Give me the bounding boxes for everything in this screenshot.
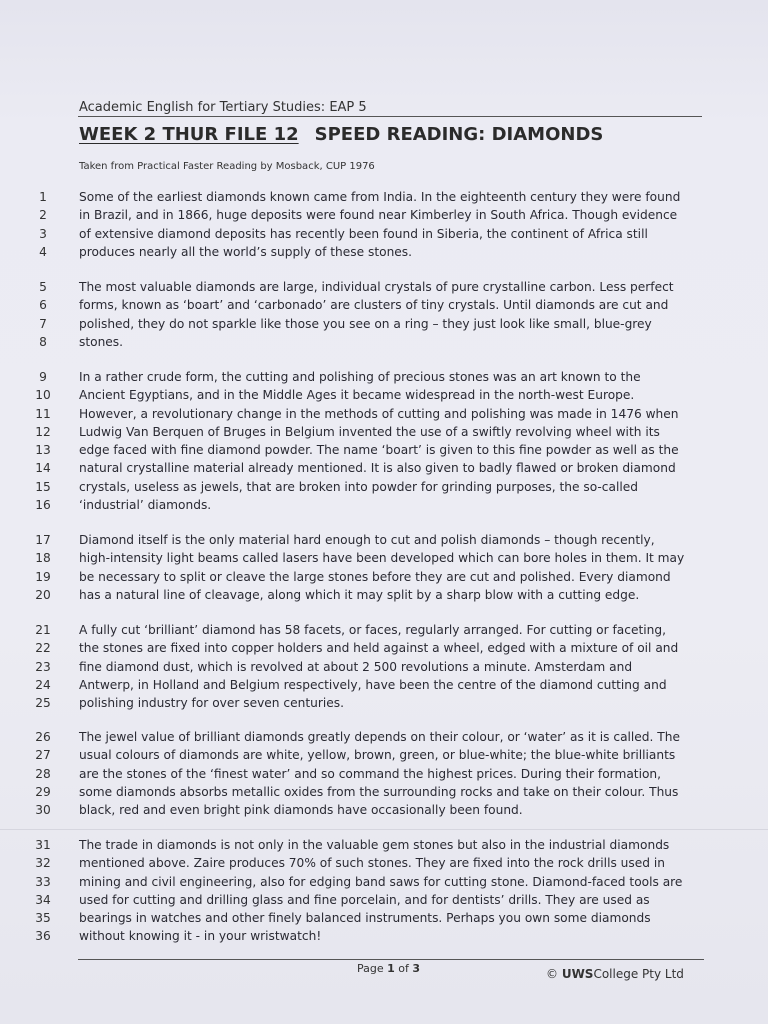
line-text: mentioned above. Zaire produces 70% of such stones. They are fixed into the rock drills used in — [79, 856, 665, 871]
text-line — [0, 549, 768, 567]
line-number: 13 — [35, 443, 51, 458]
line-text: bearings in watches and other finely balanced instruments. Perhaps you own some diamonds — [79, 911, 651, 926]
paragraph — [0, 278, 768, 351]
text-line — [0, 531, 768, 549]
text-line — [0, 459, 768, 477]
line-text: some diamonds absorbs metallic oxides from the surrounding rocks and take on their colour. Thus — [79, 784, 679, 799]
line-number: 27 — [35, 748, 51, 763]
text-line — [0, 621, 768, 639]
text-line — [0, 676, 768, 694]
line-text: high-intensity light beams called lasers have been developed which can bore holes in them. It may — [79, 551, 685, 566]
line-text: Some of the earliest diamonds known came from India. In the eighteenth century they were found — [79, 190, 681, 204]
line-number: 14 — [35, 461, 51, 476]
text-line — [0, 891, 768, 909]
text-line — [0, 836, 768, 854]
text-line — [0, 423, 768, 441]
line-text: used for cutting and drilling glass and fine porcelain, and for dentists’ drills. They are used as — [79, 892, 650, 907]
line-text: Antwerp, in Holland and Belgium respectively, have been the centre of the diamond cutting and — [79, 677, 667, 692]
paragraph — [0, 621, 768, 712]
text-line — [0, 746, 768, 764]
text-line — [0, 296, 768, 314]
line-text: The trade in diamonds is not only in the valuable gem stones but also in the industrial diamonds — [79, 838, 670, 852]
text-line — [0, 658, 768, 676]
scan-artifact-line — [0, 829, 768, 830]
text-line — [0, 315, 768, 333]
line-number: 15 — [35, 479, 51, 494]
line-text: forms, known as ‘boart’ and ‘carbonado’ are clusters of tiny crystals. Until diamonds are cut and — [79, 298, 669, 313]
line-number: 1 — [39, 190, 47, 204]
line-text: A fully cut ‘brilliant’ diamond has 58 facets, or faces, regularly arranged. For cutting or faceting, — [79, 623, 666, 637]
line-text: natural crystalline material already mentioned. It is also given to badly flawed or broken diamond — [79, 461, 676, 476]
line-number: 10 — [35, 388, 51, 403]
line-number: 7 — [39, 316, 47, 331]
line-text: the stones are fixed into copper holders and held against a wheel, edged with a mixture of oil and — [79, 641, 679, 656]
line-number: 18 — [35, 551, 51, 566]
line-number: 17 — [35, 533, 51, 547]
line-number: 9 — [39, 370, 47, 384]
text-line — [0, 765, 768, 783]
line-number: 24 — [35, 677, 51, 692]
line-text: However, a revolutionary change in the methods of cutting and polishing was made in 1476 when — [79, 406, 679, 421]
line-number: 28 — [35, 766, 51, 781]
line-number: 8 — [39, 334, 47, 349]
line-text: has a natural line of cleavage, along which it may split by a sharp blow with a cutting edge. — [79, 587, 640, 602]
header-rule — [78, 116, 702, 117]
text-line — [0, 873, 768, 891]
line-number: 31 — [35, 838, 51, 852]
text-line — [0, 586, 768, 604]
line-text: Ancient Egyptians, and in the Middle Ages it became widespread in the north-west Europe. — [79, 388, 635, 403]
line-number: 21 — [35, 623, 51, 637]
line-text: usual colours of diamonds are white, yellow, brown, green, or blue-white; the blue-white brilliants — [79, 748, 676, 763]
line-text: produces nearly all the world’s supply of these stones. — [79, 244, 413, 259]
footer-rule — [78, 959, 704, 960]
line-number: 35 — [35, 911, 51, 926]
text-line — [0, 927, 768, 945]
paragraph — [0, 368, 768, 514]
text-line — [0, 333, 768, 351]
line-number: 4 — [39, 244, 47, 259]
line-number: 16 — [35, 498, 51, 513]
page-number: Page 1 of 3 — [357, 962, 421, 975]
text-line — [0, 639, 768, 657]
paragraph — [0, 531, 768, 604]
copyright-notice: © UWSCollege Pty Ltd — [546, 967, 684, 981]
text-line — [0, 478, 768, 496]
line-text: be necessary to split or cleave the large stones before they are cut and polished. Every diamond — [79, 569, 671, 584]
text-line — [0, 694, 768, 712]
text-line — [0, 441, 768, 459]
line-text: The most valuable diamonds are large, individual crystals of pure crystalline carbon. Less perfect — [79, 280, 674, 294]
line-number: 6 — [39, 298, 47, 313]
line-number: 29 — [35, 784, 51, 799]
line-text: polished, they do not sparkle like those you see on a ring – they just look like small, blue-grey — [79, 316, 652, 331]
line-number: 23 — [35, 659, 51, 674]
line-number: 30 — [35, 803, 51, 818]
line-text: In a rather crude form, the cutting and polishing of precious stones was an art known to the — [79, 370, 641, 384]
text-line — [0, 909, 768, 927]
line-number: 32 — [35, 856, 51, 871]
text-line — [0, 225, 768, 243]
line-number: 3 — [39, 226, 47, 241]
line-text: in Brazil, and in 1866, huge deposits were found near Kimberley in South Africa. Though evidence — [79, 208, 678, 223]
text-line — [0, 206, 768, 224]
line-text: ‘industrial’ diamonds. — [79, 498, 212, 513]
line-number: 33 — [35, 874, 51, 889]
text-line — [0, 728, 768, 746]
text-line — [0, 243, 768, 261]
line-number: 12 — [35, 424, 51, 439]
reading-title: SPEED READING: DIAMONDS — [314, 124, 604, 145]
line-text: of extensive diamond deposits has recently been found in Siberia, the continent of Africa still — [79, 226, 648, 241]
line-number: 2 — [39, 208, 47, 223]
line-text: polishing industry for over seven centuries. — [79, 696, 344, 711]
line-number: 34 — [35, 892, 51, 907]
line-text: black, red and even bright pink diamonds have occasionally been found. — [79, 803, 523, 818]
line-text: edge faced with fine diamond powder. The name ‘boart’ is given to this fine powder as well as the — [79, 443, 679, 458]
course-header: Academic English for Tertiary Studies: EAP 5 — [79, 100, 367, 115]
line-text: Diamond itself is the only material hard enough to cut and polish diamonds – though recently, — [79, 533, 655, 547]
text-line — [0, 854, 768, 872]
text-line — [0, 496, 768, 514]
text-line — [0, 368, 768, 386]
line-text: without knowing it - in your wristwatch! — [79, 929, 322, 944]
line-number: 36 — [35, 929, 51, 944]
line-number: 25 — [35, 696, 51, 711]
line-number: 5 — [39, 280, 47, 294]
page-title — [79, 124, 603, 145]
line-text: The jewel value of brilliant diamonds greatly depends on their colour, or ‘water’ as it is called. The — [79, 730, 680, 744]
line-text: Ludwig Van Berquen of Bruges in Belgium invented the use of a swiftly revolving wheel with its — [79, 424, 660, 439]
paragraph — [0, 836, 768, 946]
text-line — [0, 783, 768, 801]
line-number: 20 — [35, 587, 51, 602]
text-line — [0, 568, 768, 586]
week-file-title: WEEK 2 THUR FILE 12 — [79, 124, 299, 145]
line-text: mining and civil engineering, also for edging band saws for cutting stone. Diamond-faced tools are — [79, 874, 683, 889]
paragraph — [0, 728, 768, 819]
line-number: 19 — [35, 569, 51, 584]
line-text: crystals, useless as jewels, that are broken into powder for grinding purposes, the so-called — [79, 479, 638, 494]
line-number: 26 — [35, 730, 51, 744]
line-text: fine diamond dust, which is revolved at about 2 500 revolutions a minute. Amsterdam and — [79, 659, 633, 674]
line-number: 11 — [35, 406, 51, 421]
text-line — [0, 405, 768, 423]
text-line — [0, 386, 768, 404]
paragraph — [0, 188, 768, 261]
text-line — [0, 801, 768, 819]
text-line — [0, 188, 768, 206]
source-citation: Taken from Practical Faster Reading by Mosback, CUP 1976 — [79, 161, 375, 172]
text-line — [0, 278, 768, 296]
line-number: 22 — [35, 641, 51, 656]
line-text: are the stones of the ‘finest water’ and so command the highest prices. During their formation, — [79, 766, 662, 781]
line-text: stones. — [79, 334, 124, 349]
